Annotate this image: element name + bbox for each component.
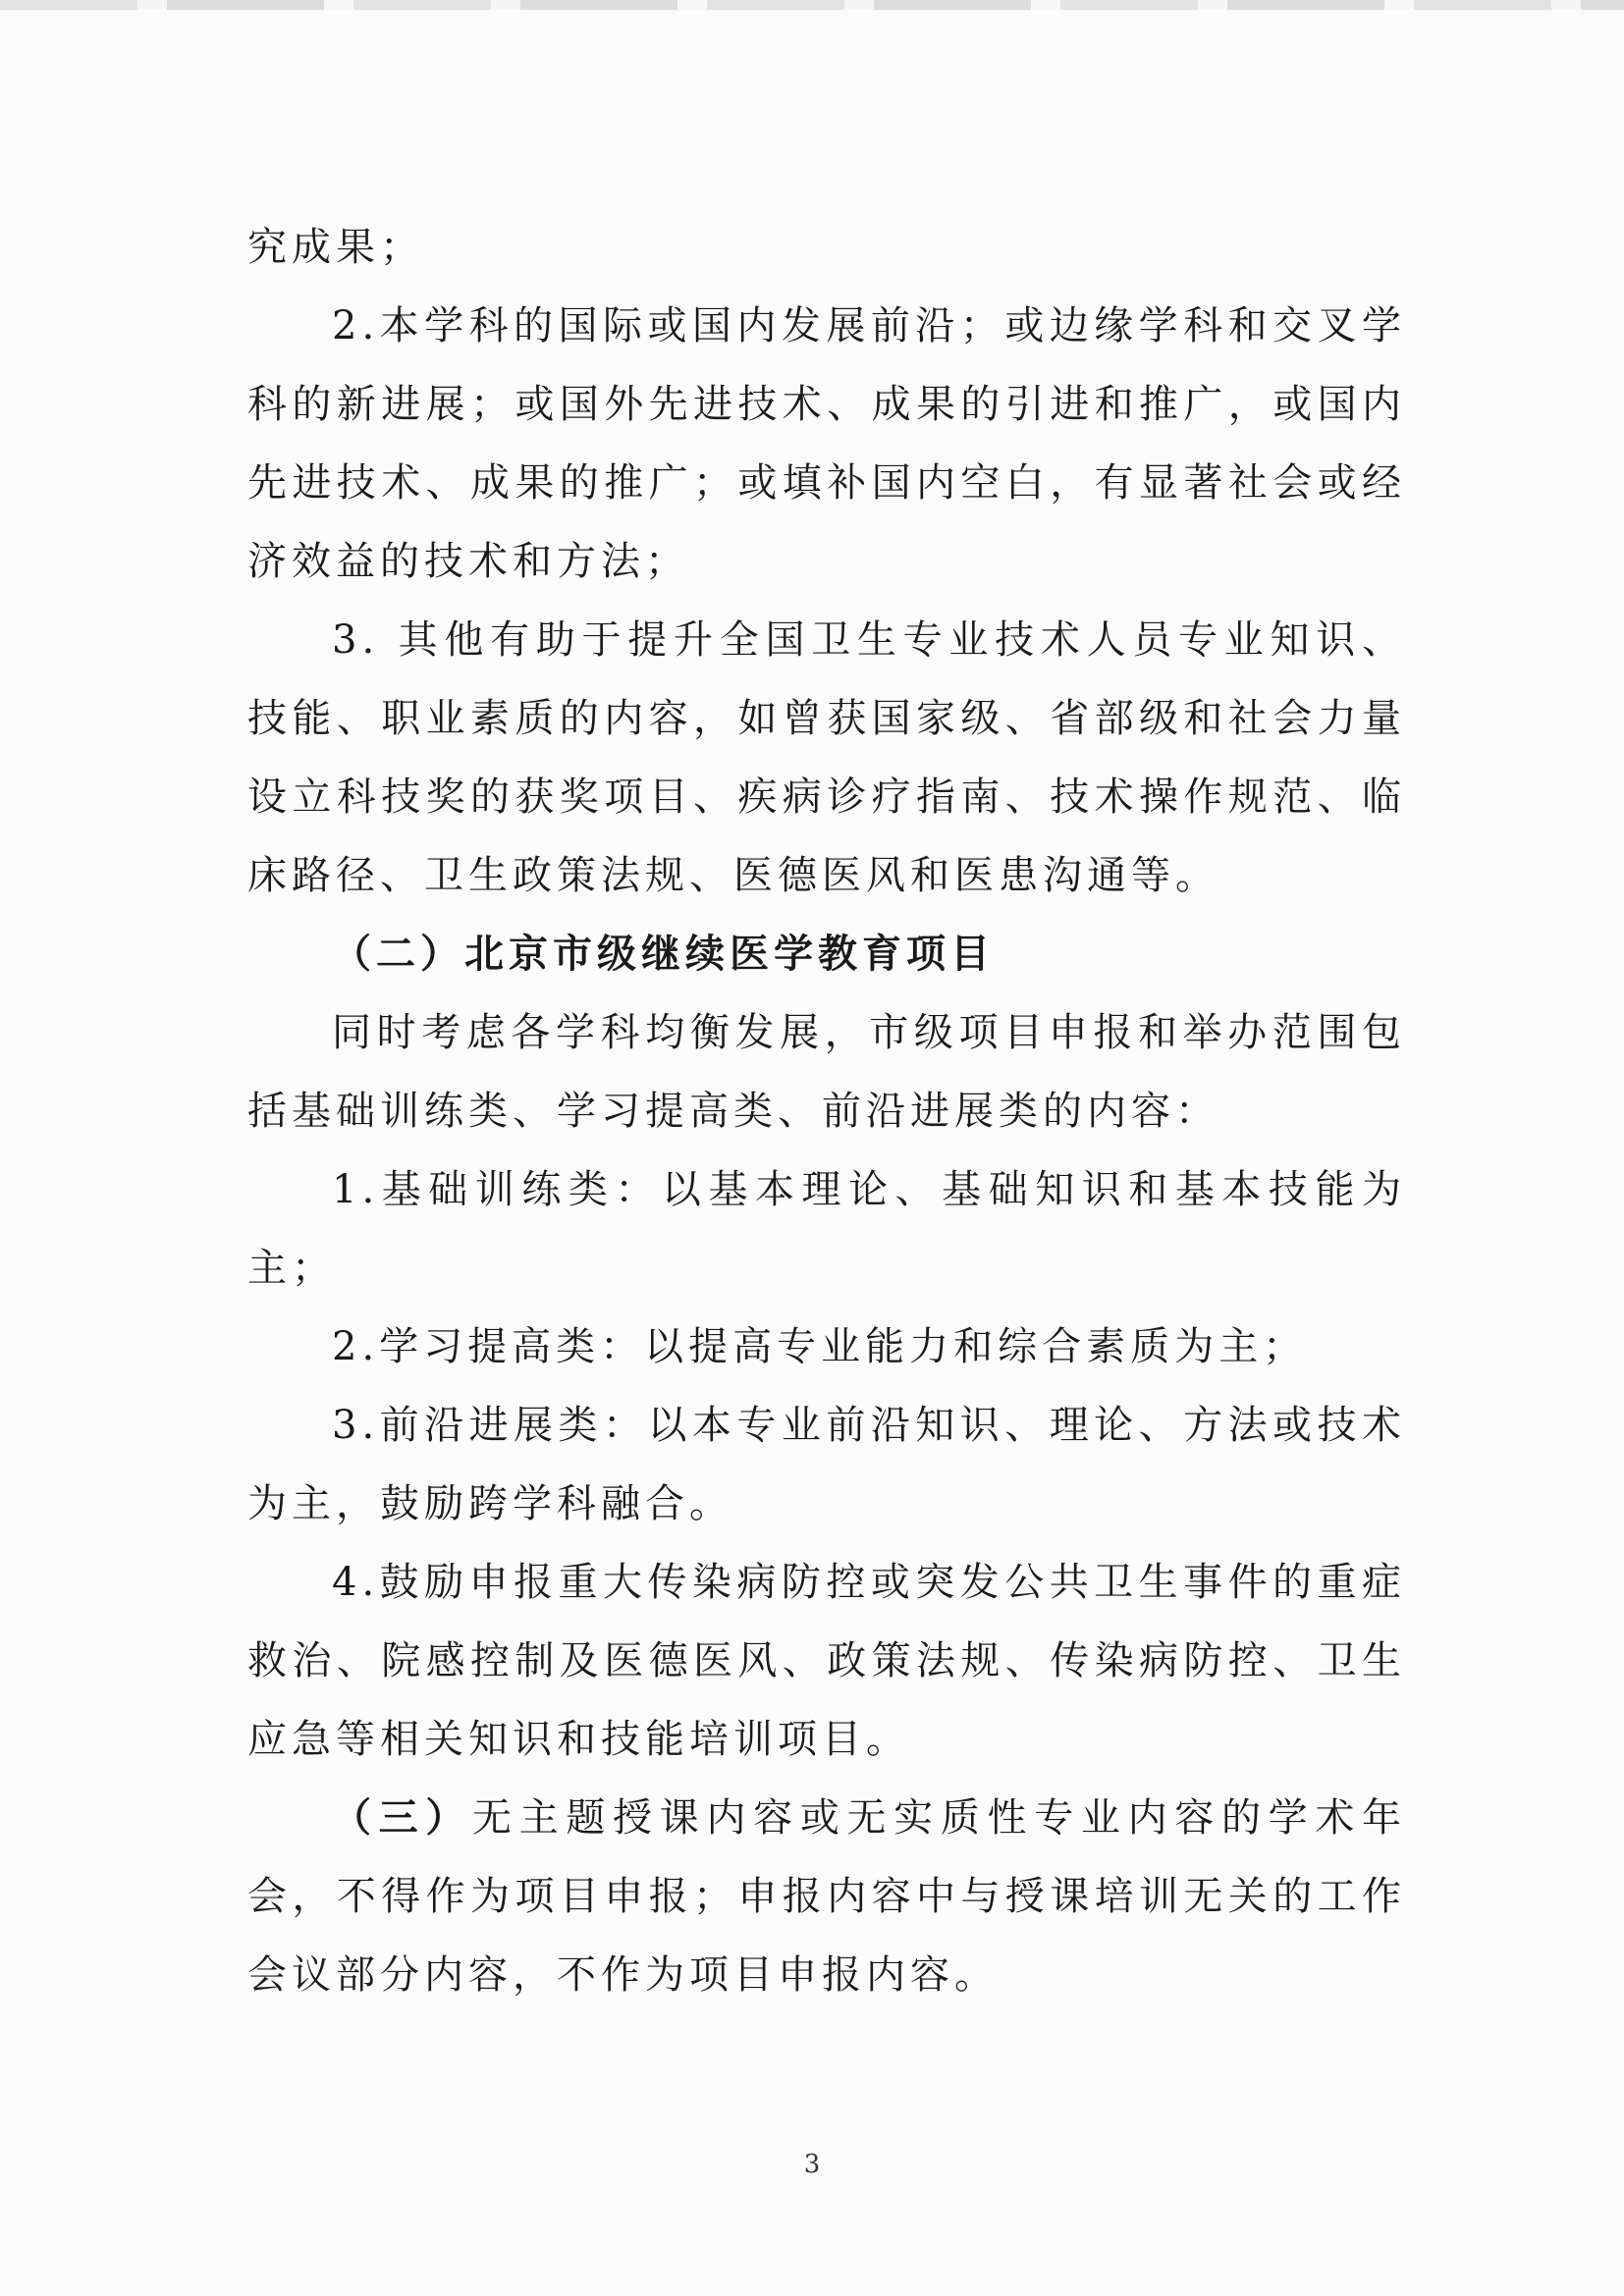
paragraph-scope-intro: 同时考虑各学科均衡发展，市级项目申报和举办范围包括基础训练类、学习提高类、前沿进展类的内容：	[247, 1010, 1406, 1134]
paragraph-item-3: 3. 其他有助于提升全国卫生专业技术人员专业知识、技能、职业素质的内容，如曾获国家级、省部级和社会力量设立科技奖的获奖项目、疾病诊疗指南、技术操作规范、临床路径、卫生政策法规、医德医风和医患沟通等。	[247, 617, 1406, 898]
paragraph-section-three	[247, 1779, 1406, 2014]
list-item-basic-training: 1.基础训练类：以基本理论、基础知识和基本技能为主；	[247, 1167, 1406, 1291]
list-item-encouraged-topics: 4.鼓励申报重大传染病防控或突发公共卫生事件的重症救治、院感控制及医德医风、政策法规、传染病防控、卫生应急等相关知识和技能培训项目。	[247, 1560, 1406, 1762]
body-text	[247, 208, 1406, 2014]
list-item-learning-improvement: 2.学习提高类：以提高专业能力和综合素质为主；	[332, 1324, 1308, 1369]
list-item-frontier-progress: 3.前沿进展类：以本专业前沿知识、理论、方法或技术为主，鼓励跨学科融合。	[247, 1403, 1406, 1526]
section-three-lead: （三）	[332, 1794, 473, 1841]
paragraph-item-2: 2.本学科的国际或国内发展前沿；或边缘学科和交叉学科的新进展；或国外先进技术、成果的引进和推广，或国内先进技术、成果的推广；或填补国内空白，有显著社会或经济效益的技术和方法；	[247, 303, 1406, 584]
section-heading-beijing-municipal: （二）北京市级继续医学教育项目	[332, 931, 995, 977]
paragraph-continuation: 究成果；	[247, 225, 424, 270]
scan-edge-artifact	[0, 0, 1624, 10]
section-three-body: 无主题授课内容或无实质性专业内容的学术年会，不得作为项目申报；申报内容中与授课培训无关的工作会议部分内容，不作为项目申报内容。	[247, 1795, 1407, 1998]
page-number: 3	[803, 2150, 821, 2179]
